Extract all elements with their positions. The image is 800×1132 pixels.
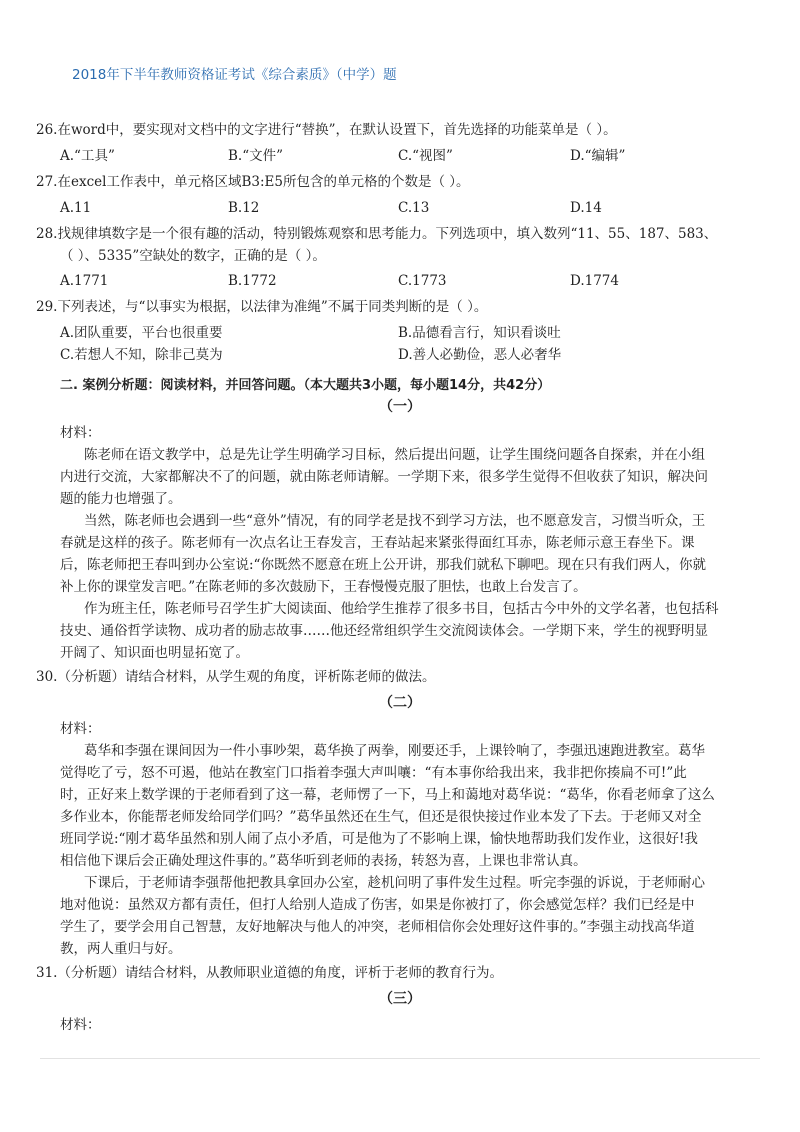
part-2-paragraph-line: 教，两人重归与好。	[60, 941, 182, 957]
question-26-option-d: D.“编辑”	[570, 148, 626, 164]
question-29-option-b: B.品德看言行，知识看谈吐	[398, 325, 561, 341]
question-27-stem: 27.在excel工作表中，单元格区域B3:E5所包含的单元格的个数是（ ）。	[36, 174, 470, 190]
part-1-paragraph-line: 题的能力也增强了。	[60, 491, 182, 507]
part-2-paragraph-line: 葛华和李强在课间因为一件小事吵架，葛华换了两拳，刚要还手，上课铃响了，李强迅速跑进教室。葛华	[84, 743, 705, 759]
part-2-paragraph-line: 下课后，于老师请李强帮他把教具拿回办公室，趁机问明了事件发生过程。听完李强的诉说，于老师耐心	[84, 875, 705, 891]
part-1-paragraph-line: 当然，陈老师也会遇到一些“意外”情况，有的同学老是找不到学习方法，也不愿意发言，习惯当听众，王	[84, 513, 706, 529]
question-27-option-b: B.12	[228, 200, 260, 216]
section-2-heading: 二. 案例分析题：阅读材料，并回答问题。（本大题共3小题，每小题14分，共42分）	[60, 378, 551, 393]
question-26-option-c: C.“视图”	[398, 148, 453, 164]
part-2-material-label: 材料：	[60, 721, 101, 737]
question-28-option-d: D.1774	[570, 273, 619, 289]
part-1-paragraph-line: 技史、通俗哲学读物、成功者的励志故事……他还经常组织学生交流阅读体会。一学期下来，学生的视野明显	[60, 623, 708, 639]
question-28-stem-line-1: 28.找规律填数字是一个很有趣的活动，特别锻炼观察和思考能力。下列选项中，填入数列“11、55、187、583、	[36, 226, 718, 242]
question-29-option-c: C.若想人不知，除非己莫为	[60, 347, 223, 363]
question-29-stem: 29.下列表述，与“以事实为根据，以法律为准绳”不属于同类判断的是（ ）。	[36, 299, 488, 315]
part-1-paragraph-line: 后，陈老师把王春叫到办公室说:“你既然不愿意在班上公开讲，那我们就私下聊吧。现在只有我们两人，你就	[60, 557, 706, 573]
question-28-option-b: B.1772	[228, 273, 277, 289]
part-2-paragraph-line: 多作业本，你能帮老师发给同学们吗？”葛华虽然还在生气，但还是很快接过作业本发了下去。于老师又对全	[60, 809, 702, 825]
question-29-option-d: D.善人必勤俭，恶人必奢华	[398, 347, 562, 363]
question-29-option-a: A.团队重要，平台也很重要	[60, 325, 223, 341]
question-26-option-a: A.“工具”	[60, 148, 115, 164]
part-1-paragraph-line: 内进行交流，大家都解决不了的问题，就由陈老师请解。一学期下来，很多学生觉得不但收获了知识，解决问	[60, 469, 708, 485]
part-1-title: （一）	[379, 399, 421, 415]
question-26-option-b: B.“文件”	[228, 148, 284, 164]
question-27-option-c: C.13	[398, 200, 430, 216]
question-28-option-c: C.1773	[398, 273, 447, 289]
part-2-paragraph-line: 时，正好来上数学课的于老师看到了这一幕，老师愣了一下，马上和蔼地对葛华说：“葛华，你看老师拿了这么	[60, 787, 715, 803]
page-bottom-divider	[40, 1058, 760, 1059]
question-31: 31.（分析题）请结合材料，从教师职业道德的角度，评析于老师的教育行为。	[36, 965, 503, 981]
part-1-paragraph-line: 开阔了、知识面也明显拓宽了。	[60, 645, 249, 661]
question-26-stem: 26.在word中，要实现对文档中的文字进行“替换”，在默认设置下，首先选择的功能菜单是（ ）。	[36, 122, 617, 138]
part-1-paragraph-line: 陈老师在语文教学中，总是先让学生明确学习目标，然后提出问题，让学生围绕问题各自探索，并在小组	[84, 447, 705, 463]
question-28-stem-line-2: （ ）、5335”空缺处的数字，正确的是（ ）。	[60, 248, 326, 264]
part-2-paragraph-line: 地对他说：虽然双方都有责任，但打人给别人造成了伤害，如果是你被打了，你会感觉怎样？我们已经是中	[60, 897, 695, 913]
question-30: 30.（分析题）请结合材料，从学生观的角度，评析陈老师的做法。	[36, 669, 436, 685]
part-1-paragraph-line: 春就是这样的孩子。陈老师有一次点名让王春发言，王春站起来紧张得面红耳赤，陈老师示意王春坐下。课	[60, 535, 695, 551]
question-27-option-d: D.14	[570, 200, 602, 216]
part-1-paragraph-line: 作为班主任，陈老师号召学生扩大阅读面、他给学生推荐了很多书目，包括古今中外的文学名著，也包括科	[84, 601, 719, 617]
part-3-material-label: 材料：	[60, 1017, 101, 1033]
part-2-paragraph-line: 觉得吃了亏，怒不可遏，他站在教室门口指着李强大声叫嚷：“有本事你给我出来，我非把你揍扁不可!”此	[60, 765, 687, 781]
question-27-option-a: A.11	[60, 200, 92, 216]
part-1-material-label: 材料：	[60, 425, 101, 441]
part-2-paragraph-line: 班同学说:“刚才葛华虽然和别人闹了点小矛盾，可是他为了不影响上课，愉快地帮助我们发作业，这很好!我	[60, 831, 698, 847]
part-2-paragraph-line: 学生了，要学会用自己智慧，友好地解决与他人的冲突，老师相信你会处理好这件事的。”李强主动找高华道	[60, 919, 695, 935]
part-2-paragraph-line: 相信他下课后会正确处理这件事的。”葛华听到老师的表扬，转怒为喜，上课也非常认真。	[60, 853, 587, 869]
page-header-title: 2018年下半年教师资格证考试《综合素质》（中学）题	[72, 67, 397, 83]
part-1-paragraph-line: 补上你的课堂发言吧。”在陈老师的多次鼓励下，王春慢慢克服了胆怯，也敢上台发言了。	[60, 579, 587, 595]
part-3-title: （三）	[379, 991, 421, 1007]
question-28-option-a: A.1771	[60, 273, 109, 289]
part-2-title: （二）	[379, 695, 421, 711]
